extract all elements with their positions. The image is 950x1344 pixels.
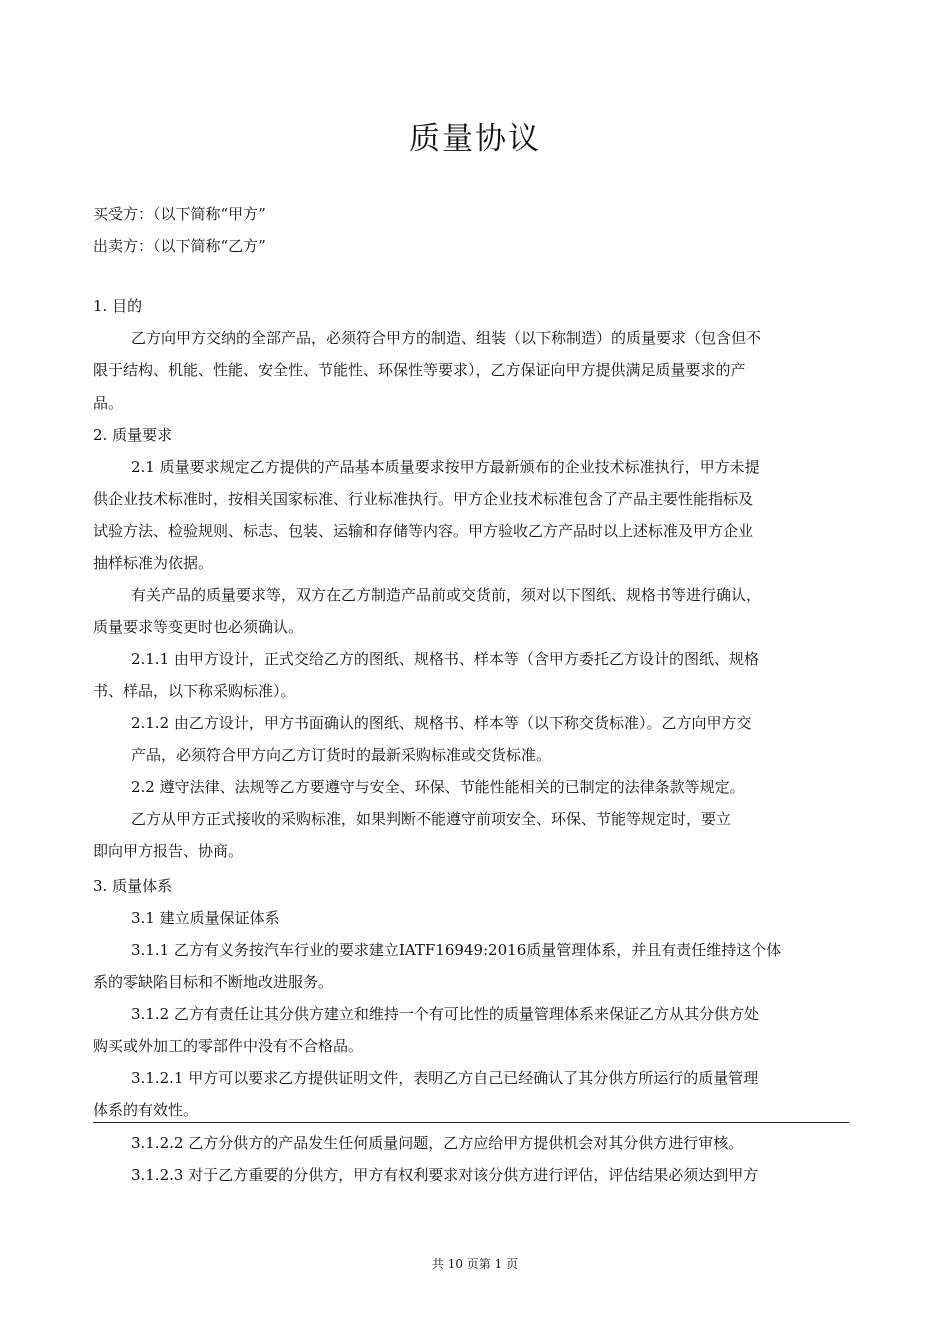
paragraph-line: 抽样标准为依据。 [93,554,214,572]
paragraph-line: 体系的有效性。 [93,1101,199,1119]
paragraph-line: 2.1.1 由甲方设计，正式交给乙方的图纸、规格书、样本等（含甲方委托乙方设计的图纸、规格 [131,650,759,668]
paragraph-line: 供企业技术标准时，按相关国家标准、行业标准执行。甲方企业技术标准包含了产品主要性能指标及 [93,490,754,508]
paragraph-line: 3.1.1 乙方有义务按汽车行业的要求建立IATF16949:2016质量管理体系，并且有责任维持这个体 [131,941,782,959]
page-title: 质量协议 [409,121,541,157]
paragraph-line: 产品，必须符合甲方向乙方订货时的最新采购标准或交货标准。 [131,746,552,764]
section-heading: 2. 质量要求 [93,426,173,444]
paragraph-line: 2.2 遵守法律、法规等乙方要遵守与安全、环保、节能性能相关的已制定的法律条款等规定。 [131,778,745,796]
paragraph-line: 2.1.2 由乙方设计，甲方书面确认的图纸、规格书、样本等（以下称交货标准）。乙方向甲方交 [131,714,752,732]
paragraph-line: 购买或外加工的零部件中没有不合格品。 [93,1037,364,1055]
paragraph-line: 系的零缺陷目标和不断地改进服务。 [93,973,334,991]
paragraph-line: 有关产品的质量要求等，双方在乙方制造产品前或交货前，须对以下图纸、规格书等进行确认， [131,586,762,604]
page-footer: 共 10 页第 1 页 [431,1257,519,1271]
paragraph-line: 3.1.2.1 甲方可以要求乙方提供证明文件，表明乙方自己已经确认了其分供方所运行的质量管理 [131,1069,759,1087]
paragraph-line: 乙方从甲方正式接收的采购标准，如果判断不能遵守前项安全、环保、节能等规定时，要立 [131,810,732,828]
paragraph-line: 质量要求等变更时也必须确认。 [93,618,304,636]
section-heading: 3. 质量体系 [93,877,173,895]
paragraph-line: 3.1.2.2 乙方分供方的产品发生任何质量问题，乙方应给甲方提供机会对其分供方进行审核。 [131,1134,744,1152]
paragraph-line: 试验方法、检验规则、标志、包装、运输和存储等内容。甲方验收乙方产品时以上述标准及甲方企业 [93,522,754,540]
section-heading: 1. 目的 [93,297,143,315]
paragraph-line: 3.1 建立质量保证体系 [131,909,280,927]
party-buyer-line: 买受方：（以下简称“甲方” [93,205,266,223]
paragraph-line: 2.1 质量要求规定乙方提供的产品基本质量要求按甲方最新颁布的企业技术标准执行，甲方未提 [131,458,760,476]
paragraph-line: 3.1.2.3 对于乙方重要的分供方，甲方有权利要求对该分供方进行评估，评估结果必须达到甲方 [131,1166,759,1184]
paragraph-line: 即向甲方报告、协商。 [93,842,244,860]
paragraph-line: 品。 [93,394,124,412]
party-seller-line: 出卖方：（以下简称“乙方” [93,237,266,255]
paragraph-line: 乙方向甲方交纳的全部产品，必须符合甲方的制造、组装（以下称制造）的质量要求（包含但不 [131,329,762,347]
paragraph-line: 限于结构、机能、性能、安全性、节能性、环保性等要求），乙方保证向甲方提供满足质量要求的产 [93,361,746,379]
horizontal-rule [93,1122,849,1123]
paragraph-line: 3.1.2 乙方有责任让其分供方建立和维持一个有可比性的质量管理体系来保证乙方从其分供方处 [131,1005,759,1023]
paragraph-line: 书、样品，以下称采购标准）。 [93,682,296,700]
